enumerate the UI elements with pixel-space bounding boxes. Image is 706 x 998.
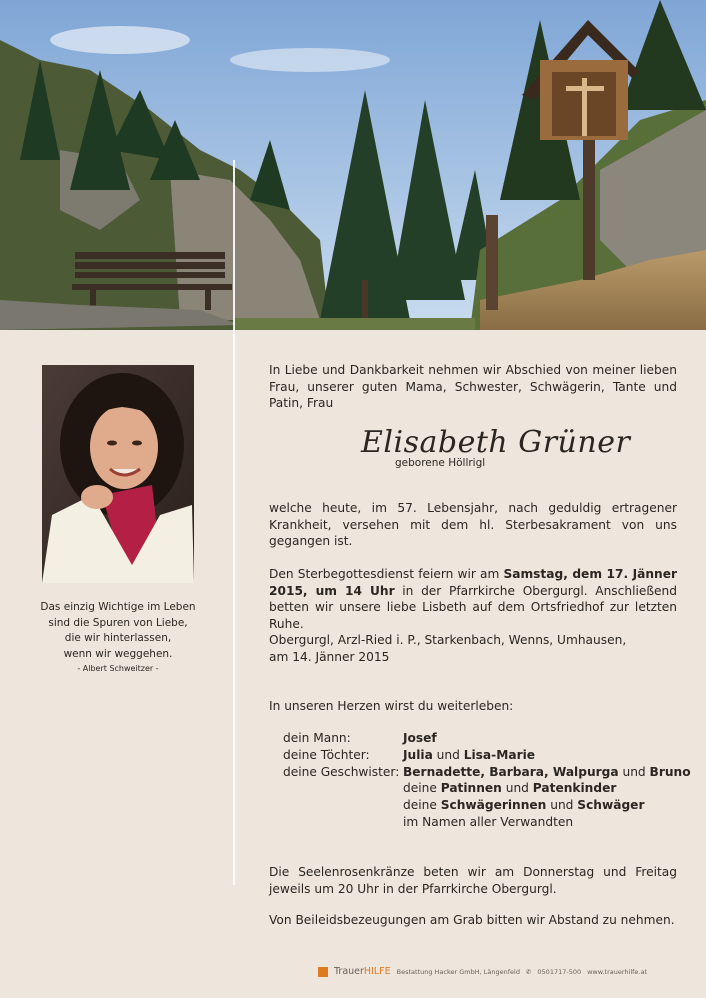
service-text-b: in der Pfarrkirche Obergurgl. Anschließend betten wir unsere liebe Lisbeth auf dem Ortsfriedhof zur letzten Ruhe. (269, 583, 677, 631)
conjunction: und (550, 798, 574, 813)
service-date-time: Samstag, dem 17. Jänner 2015, um 14 Uhr (269, 567, 677, 598)
sibling-names: Bernadette, Barbara, Walpurga (403, 764, 619, 779)
godchildren-f: Patinnen (440, 781, 502, 796)
maiden-name: geborene Höllrigl (395, 457, 486, 469)
phone-number: 0501717-500 (537, 967, 582, 976)
memorial-quote (20, 600, 216, 676)
service-text-a: Den Sterbegottesdienst feiern wir am (269, 567, 504, 581)
daughter-name: Lisa-Marie (463, 747, 536, 762)
brand-name: TrauerHILFE (334, 966, 391, 977)
hearts-line: In unseren Herzen wirst du weiterleben: (269, 699, 514, 713)
family-row (283, 764, 691, 781)
godchildren-m: Patenkinder (532, 781, 617, 796)
footer (318, 966, 647, 977)
daughter-name: Julia (403, 747, 433, 762)
vertical-divider (233, 160, 235, 885)
portrait-photo (42, 365, 194, 583)
conjunction: und (505, 781, 529, 796)
family-label: dein Mann: (283, 731, 351, 745)
header-landscape-photo (0, 0, 706, 330)
conjunction: und (436, 747, 460, 762)
intro-text: In Liebe und Dankbarkeit nehmen wir Abschied von meiner lieben Frau, unserer guten Mama, Schwester, Schwägerin, Tante und Patin, Frau (269, 363, 677, 410)
possessive: deine (403, 781, 437, 796)
passing-text: welche heute, im 57. Lebensjahr, nach geduldig ertragener Krankheit, versehen mit dem hl. Sterbesakrament von uns gegangen ist. (269, 501, 677, 548)
quote-line: die wir hinterlassen, (64, 632, 172, 644)
rosary-text: Die Seelenrosenkränze beten wir am Donnerstag und Freitag jeweils um 20 Uhr in der Pfarrkirche Obergurgl. (269, 865, 677, 896)
family-row (283, 814, 683, 831)
relatives-line: im Namen aller Verwandten (403, 814, 574, 829)
family-row (283, 797, 683, 814)
possessive: deine (403, 798, 437, 813)
quote-line: Das einzig Wichtige im Leben (40, 601, 196, 613)
service-text (269, 566, 677, 632)
deceased-name-block (355, 425, 631, 475)
phone-icon: ✆ (525, 967, 532, 976)
quote-author: - Albert Schweitzer - (77, 664, 159, 673)
husband-name: Josef (403, 731, 437, 745)
sibling-name: Bruno (649, 764, 691, 779)
deceased-name: Elisabeth Grüner (361, 425, 631, 460)
company-name: Bestattung Hacker GmbH, Längenfeld (396, 967, 520, 976)
sisters-in-law: Schwägerinnen (440, 798, 547, 813)
condolence-text: Von Beileidsbezeugungen am Grab bitten wir Abstand zu nehmen. (269, 913, 675, 927)
family-row (283, 730, 683, 747)
family-label: deine Töchter: (283, 747, 370, 762)
family-row (283, 780, 683, 797)
trauerhilfe-logo-icon (318, 967, 328, 977)
conjunction: und (622, 764, 646, 779)
quote-line: wenn wir weggehen. (63, 647, 173, 660)
family-row (283, 747, 683, 764)
website[interactable]: www.trauerhilfe.at (587, 967, 648, 976)
family-label: deine Geschwister: (283, 764, 400, 779)
quote-line: sind die Spuren von Liebe, (48, 616, 188, 629)
family-list (283, 730, 691, 831)
brothers-in-law: Schwäger (577, 798, 645, 813)
place-date: Obergurgl, Arzl-Ried i. P., Starkenbach, Wenns, Umhausen, am 14. Jänner 2015 (269, 633, 627, 664)
